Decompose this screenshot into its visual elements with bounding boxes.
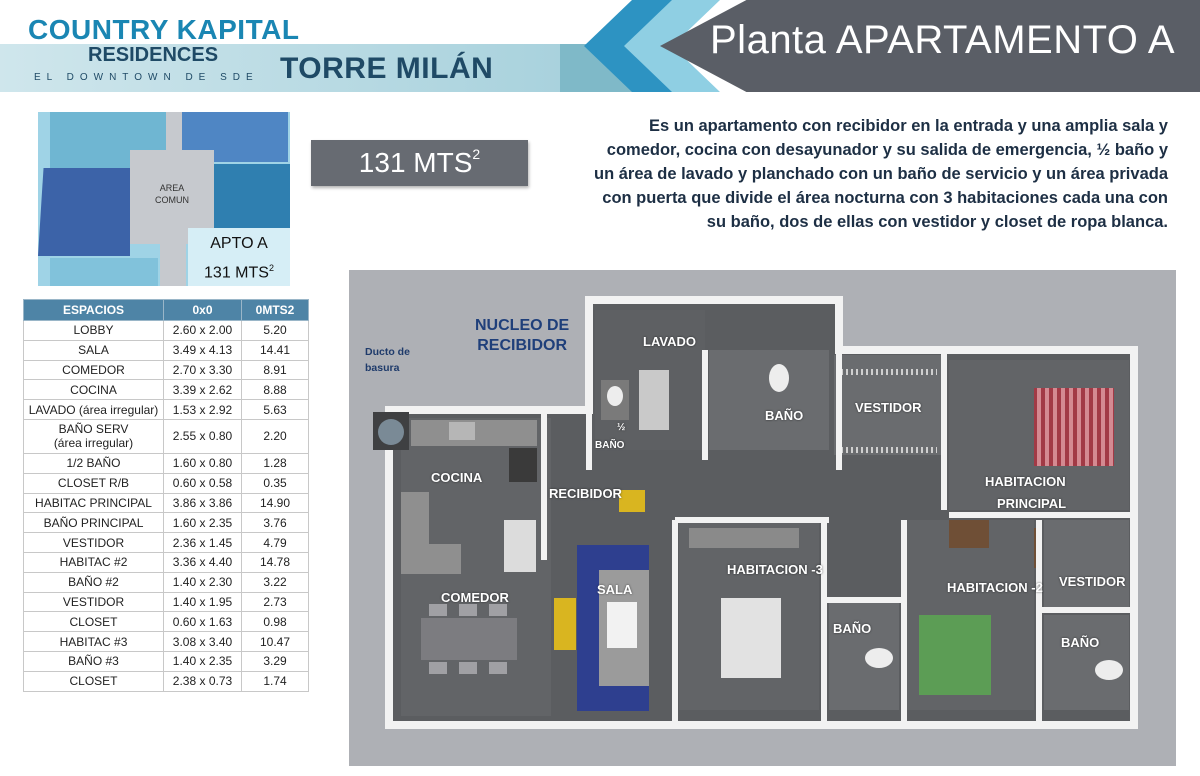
area-cell: 14.90 — [242, 493, 309, 513]
key-plan-corridor — [166, 112, 182, 152]
table-row — [24, 632, 309, 652]
space-name-cell: VESTIDOR — [24, 533, 164, 553]
dimensions-cell: 2.60 x 2.00 — [164, 321, 242, 341]
dimensions-cell: 1.40 x 2.35 — [164, 651, 242, 671]
common-area-label: AREA COMUN — [155, 183, 189, 205]
header — [0, 0, 1200, 92]
habitacion-principal-label-2: PRINCIPAL — [997, 496, 1067, 511]
dimensions-cell: 1.60 x 0.80 — [164, 453, 242, 473]
area-cell: 3.76 — [242, 513, 309, 533]
dimensions-cell: 2.70 x 3.30 — [164, 360, 242, 380]
dimensions-cell: 1.60 x 2.35 — [164, 513, 242, 533]
key-plan-unit — [50, 258, 158, 286]
area-cell: 8.91 — [242, 360, 309, 380]
nucleo-label: NUCLEO DE RECIBIDOR — [475, 317, 570, 354]
area-cell: 10.47 — [242, 632, 309, 652]
space-name-cell: LOBBY — [24, 321, 164, 341]
floor-plan — [349, 270, 1176, 766]
dimensions-cell: 2.38 x 0.73 — [164, 671, 242, 691]
table-row — [24, 400, 309, 420]
area-cell: 5.20 — [242, 321, 309, 341]
table-row — [24, 513, 309, 533]
space-name-cell: BAÑO SERV (área irregular) — [24, 419, 164, 453]
area-cell: 0.35 — [242, 473, 309, 493]
apto-a-label — [188, 232, 290, 285]
space-name-cell: COMEDOR — [24, 360, 164, 380]
spaces-table — [23, 299, 309, 692]
dimensions-cell: 1.40 x 1.95 — [164, 592, 242, 612]
vestidor-2-label: VESTIDOR — [1059, 574, 1126, 589]
space-name-cell: 1/2 BAÑO — [24, 453, 164, 473]
key-plan-corridor — [160, 242, 186, 286]
key-plan-unit — [210, 164, 290, 228]
key-plan — [38, 112, 290, 286]
space-name-cell: BAÑO #2 — [24, 572, 164, 592]
habitacion-3-label: HABITACION -3 — [727, 562, 823, 577]
apartment-description: Es un apartamento con recibidor en la entrada y una amplia sala y comedor, cocina con desayunador y su salida de emergencia, ½ baño y un área de lavado y planchado con un baño de servicio y un área privada con puerta que divide el área nocturna con 3 habitaciones cada una con su baño, dos de ellas con vestidor y closet de ropa blanca. — [593, 117, 1168, 231]
recibidor-label: RECIBIDOR — [549, 486, 622, 501]
cocina-label: COCINA — [431, 470, 483, 485]
table-header-row — [24, 300, 309, 321]
dimensions-cell: 3.36 x 4.40 — [164, 552, 242, 572]
table-row — [24, 572, 309, 592]
half-bath-fraction-label: ½ — [617, 422, 626, 433]
dimensions-cell: 3.86 x 3.86 — [164, 493, 242, 513]
area-cell: 2.20 — [242, 419, 309, 453]
dimensions-cell: 1.53 x 2.92 — [164, 400, 242, 420]
area-cell: 14.78 — [242, 552, 309, 572]
column-header: 0MTS2 — [242, 300, 309, 321]
table-row — [24, 533, 309, 553]
table-row — [24, 493, 309, 513]
area-cell: 1.28 — [242, 453, 309, 473]
page-title: Planta APARTAMENTO A — [710, 18, 1175, 62]
bano-2-label: BAÑO — [1061, 635, 1100, 650]
space-name-cell: HABITAC #2 — [24, 552, 164, 572]
table-row — [24, 380, 309, 400]
table-row — [24, 671, 309, 691]
table-row — [24, 360, 309, 380]
area-badge: 131 MTS$^2$ — [311, 140, 528, 186]
habitacion-2-label: HABITACION -2 — [947, 580, 1043, 595]
key-plan-unit — [38, 168, 130, 256]
apto-a-name: APTO A — [210, 235, 268, 252]
comedor-label: COMEDOR — [441, 590, 509, 605]
space-name-cell: COCINA — [24, 380, 164, 400]
table-row — [24, 473, 309, 493]
table-row — [24, 419, 309, 453]
area-cell: 2.73 — [242, 592, 309, 612]
apto-a-area: 131 MTS$^2$ — [204, 263, 274, 282]
table-row — [24, 321, 309, 341]
half-bath-label: BAÑO — [595, 440, 625, 451]
ducto-label: Ducto de basura — [365, 346, 410, 374]
space-name-cell: LAVADO (área irregular) — [24, 400, 164, 420]
dimensions-cell: 2.55 x 0.80 — [164, 419, 242, 453]
dimensions-cell: 0.60 x 1.63 — [164, 612, 242, 632]
sala-label: SALA — [597, 582, 633, 597]
table-row — [24, 651, 309, 671]
space-name-cell: BAÑO PRINCIPAL — [24, 513, 164, 533]
bano-service-label: BAÑO — [765, 408, 804, 423]
dimensions-cell: 0.60 x 0.58 — [164, 473, 242, 493]
brand-name: COUNTRY KAPITAL — [28, 14, 300, 45]
table-row — [24, 552, 309, 572]
lavado-label: LAVADO — [643, 334, 696, 349]
brand-subname: RESIDENCES — [88, 44, 219, 66]
area-cell: 14.41 — [242, 340, 309, 360]
dimensions-cell: 3.39 x 2.62 — [164, 380, 242, 400]
space-name-cell: VESTIDOR — [24, 592, 164, 612]
space-name-cell: HABITAC PRINCIPAL — [24, 493, 164, 513]
habitacion-principal-label: HABITACION — [985, 474, 1066, 489]
column-header: ESPACIOS — [24, 300, 164, 321]
area-cell: 0.98 — [242, 612, 309, 632]
area-cell: 8.88 — [242, 380, 309, 400]
table-row — [24, 592, 309, 612]
space-name-cell: SALA — [24, 340, 164, 360]
area-cell: 5.63 — [242, 400, 309, 420]
dimensions-cell: 1.40 x 2.30 — [164, 572, 242, 592]
dimensions-cell: 3.49 x 4.13 — [164, 340, 242, 360]
area-cell: 1.74 — [242, 671, 309, 691]
brand-tagline: EL DOWNTOWN DE SDE — [34, 72, 259, 83]
table-row — [24, 453, 309, 473]
area-cell: 3.29 — [242, 651, 309, 671]
tower-name: TORRE MILÁN — [280, 52, 494, 85]
table-row — [24, 612, 309, 632]
space-name-cell: CLOSET — [24, 612, 164, 632]
space-name-cell: BAÑO #3 — [24, 651, 164, 671]
table-row — [24, 340, 309, 360]
dimensions-cell: 3.08 x 3.40 — [164, 632, 242, 652]
column-header: 0x0 — [164, 300, 242, 321]
dimensions-cell: 2.36 x 1.45 — [164, 533, 242, 553]
space-name-cell: HABITAC #3 — [24, 632, 164, 652]
space-name-cell: CLOSET — [24, 671, 164, 691]
area-cell: 3.22 — [242, 572, 309, 592]
bano-3-label: BAÑO — [833, 621, 872, 636]
space-name-cell: CLOSET R/B — [24, 473, 164, 493]
vestidor-main-label: VESTIDOR — [855, 400, 922, 415]
floor-plan-drawing — [349, 270, 1176, 766]
area-cell: 4.79 — [242, 533, 309, 553]
